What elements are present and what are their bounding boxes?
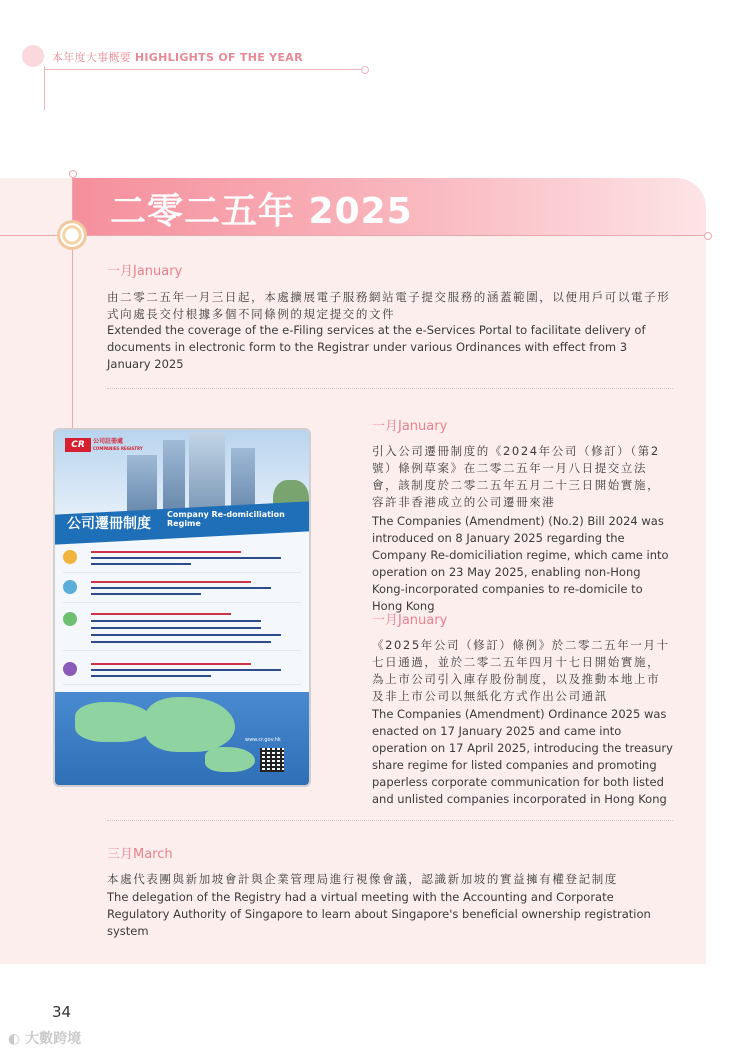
entry-1-text-en: Extended the coverage of the e-Filing services at the e-Services Portal to facilitate delivery of documents in electronic form to the Registrar under various Ordinances with effect from 3 January 2025	[107, 323, 646, 371]
watermark	[8, 1028, 81, 1048]
poster-registry-name	[93, 438, 143, 452]
poster-bullet-icon	[63, 550, 77, 564]
divider	[107, 388, 673, 389]
poster-text-line	[91, 613, 231, 615]
poster-land	[205, 747, 255, 772]
entry-1-text-zh: 由二零二五年一月三日起，本處擴展電子服務網站電子提交服務的涵蓋範圍，以便用戶可以電子形式向處長交付根據多個不同條例的規定提交的文件	[107, 290, 671, 321]
company-re-domiciliation-poster	[53, 428, 311, 787]
cr-logo: CR	[65, 438, 91, 452]
poster-title-zh: 公司遷冊制度	[67, 516, 151, 532]
poster-item	[63, 548, 301, 573]
poster-registry-en: COMPANIES REGISTRY	[93, 446, 143, 451]
timeline-top-dot	[69, 170, 77, 178]
poster-text-line	[91, 627, 261, 629]
header-vertical-line	[44, 66, 45, 110]
poster-bullet-icon	[63, 612, 77, 626]
poster-text-line	[91, 563, 191, 565]
section-header	[52, 49, 303, 65]
entry-2-text-zh: 引入公司遷冊制度的《2024年公司（修訂）（第2號）條例草案》在二零二五年一月八日提交立法會，該制度於二零二五年五月二十三日開始實施，容許非香港成立的公司遷冊來港	[372, 444, 661, 509]
entry-2-text-en: The Companies (Amendment) (No.2) Bill 2024 was introduced on 8 January 2025 regarding the Company Re-domiciliation regime, which came into operation on 23 May 2025, enabling non-Hong Kong-incorporated companies to re-domicile to Hong Kong	[372, 514, 669, 613]
poster-text-line	[91, 641, 271, 643]
entry-3-text-en: The Companies (Amendment) Ordinance 2025 was enacted on 17 January 2025 and came into operation on 17 April 2025, introducing the treasury share regime for listed companies and promoting paperless corporate communication for both listed and unlisted companies incorporated in Hong Kong	[372, 707, 673, 806]
poster-land	[145, 697, 235, 752]
watermark-text: 大數跨境	[25, 1031, 82, 1047]
poster-text-line	[91, 620, 261, 622]
header-rule-end-dot	[361, 66, 369, 74]
poster-title-en: Company Re-domiciliation Regime	[167, 510, 285, 528]
poster-land	[75, 702, 155, 742]
poster-text-line	[91, 551, 241, 553]
poster-text-line	[91, 634, 281, 636]
header-circle-ornament	[22, 45, 44, 67]
poster-bullet-icon	[63, 580, 77, 594]
timeline-vertical-line	[72, 172, 73, 472]
entry-1-month: 一月January	[107, 264, 183, 279]
watermark-logo-icon: ◐	[8, 1031, 21, 1047]
poster-text-line	[91, 675, 211, 677]
page-number: 34	[52, 1003, 72, 1021]
timeline-horizontal-line	[0, 235, 708, 236]
year-title: 二零二五年 2025	[110, 191, 413, 232]
entry-4-text-en: The delegation of the Registry had a virtual meeting with the Accounting and Corporate Regulatory Authority of Singapore to learn about Singapore's beneficial ownership registration system	[107, 890, 651, 938]
poster-website: www.cr.gov.hk	[245, 737, 281, 743]
poster-text-line	[91, 593, 201, 595]
entry-4-text-zh: 本處代表團與新加坡會計與企業管理局進行視像會議，認識新加坡的實益擁有權登記制度	[107, 872, 618, 886]
header-title-zh: 本年度大事概要	[52, 51, 132, 64]
poster-registry-zh: 公司註冊處	[93, 438, 124, 445]
poster-text-line	[91, 557, 281, 559]
poster-text-line	[91, 587, 271, 589]
poster-text-line	[91, 581, 251, 583]
entry-3-month: 一月January	[372, 613, 448, 628]
poster-item	[63, 660, 301, 685]
poster-bullet-icon	[63, 662, 77, 676]
header-title-en: HIGHLIGHTS OF THE YEAR	[134, 51, 303, 64]
poster-item	[63, 578, 301, 603]
poster-text-line	[91, 663, 251, 665]
timeline-end-dot	[704, 232, 712, 240]
entry-4-month: 三月March	[107, 847, 173, 862]
divider	[107, 820, 673, 821]
poster-item	[63, 610, 301, 651]
entry-3-text-zh: 《2025年公司（修訂）條例》於二零二五年一月十七日通過，並於二零二五年四月十七日開始實施，為上市公司引入庫存股份制度，以及推動本地上市及非上市公司以無紙化方式作出公司通訊	[372, 638, 670, 703]
qr-code	[260, 748, 284, 772]
poster-text-line	[91, 669, 281, 671]
entry-2-month: 一月January	[372, 419, 448, 434]
header-rule	[44, 69, 364, 70]
sun-emblem-icon	[57, 220, 87, 250]
